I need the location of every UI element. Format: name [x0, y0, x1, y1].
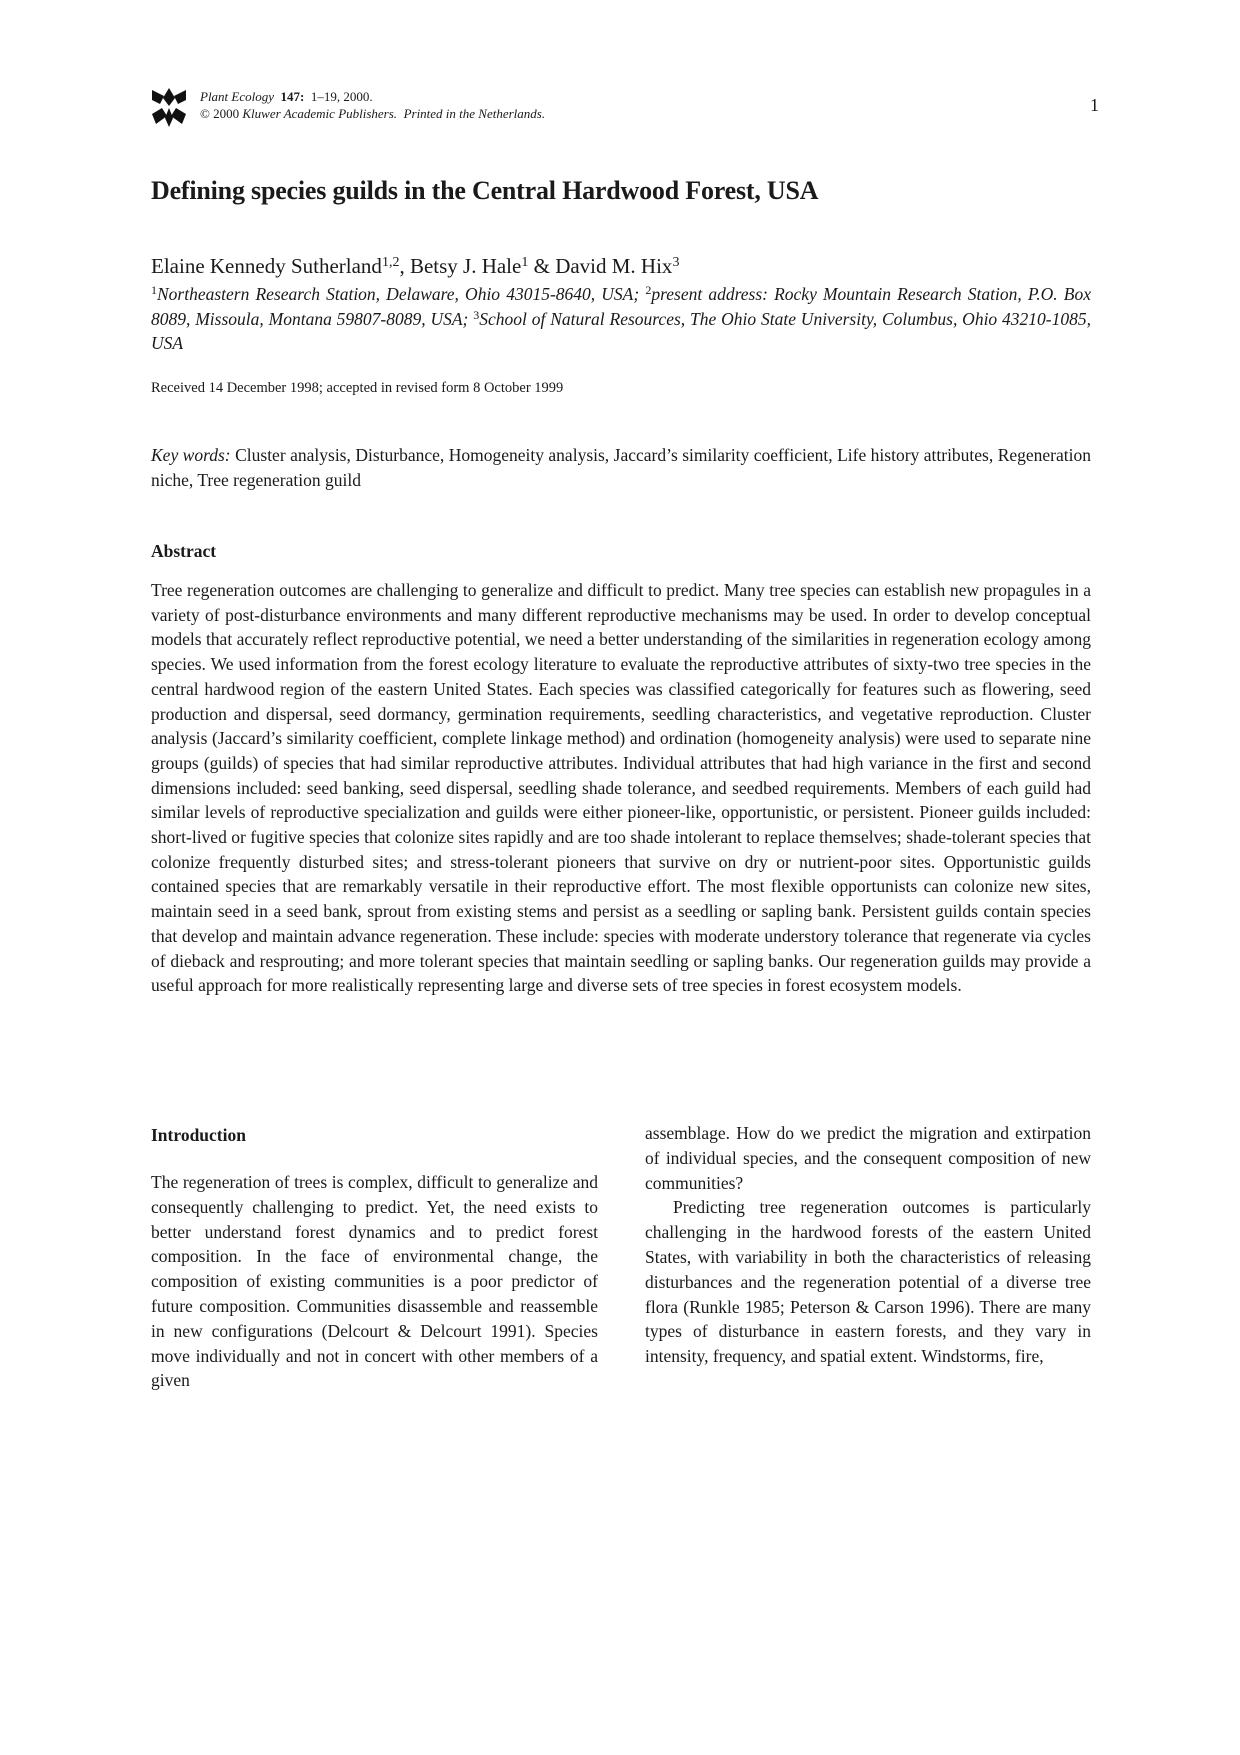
publisher-logo-icon [150, 86, 188, 128]
copyright-symbol: © [200, 106, 210, 121]
keywords-text: Cluster analysis, Disturbance, Homogeneity analysis, Jaccard’s similarity coefficient, Life history attributes, Regeneration niche, Tree regeneration guild [151, 445, 1091, 490]
paper-title: Defining species guilds in the Central Hardwood Forest, USA [151, 176, 819, 205]
affil-1-mark: 1 [151, 283, 157, 297]
keywords-label: Key words: [151, 445, 231, 465]
author-2: Betsy J. Hale [409, 254, 522, 278]
introduction-right-column [645, 1121, 1091, 1369]
intro-paragraph: assemblage. How do we predict the migration and extirpation of individual species, and the consequent composition of new communities? [645, 1123, 1091, 1193]
affil-3: School of Natural Resources, The Ohio State University, Columbus, Ohio 43210-1085, USA [151, 308, 1091, 353]
publisher-name: Kluwer Academic Publishers. [242, 106, 398, 121]
author-1-affil: 1,2 [381, 255, 400, 270]
author-3: David M. Hix [555, 254, 673, 278]
abstract-heading: Abstract [151, 541, 217, 561]
author-1: Elaine Kennedy Sutherland [151, 254, 382, 278]
intro-paragraph: Predicting tree regeneration outcomes is particularly challenging in the hardwood forests of the eastern United States, with variability in both the characteristics of releasing disturbances and the regeneration potential of a diverse tree flora (Runkle 1985; Peterson & Carson 1996). There are many types of disturbance in eastern forests, and they vary in intensity, frequency, and spatial extent. Windstorms, fire, [645, 1197, 1091, 1367]
journal-volume: 147: [280, 89, 305, 104]
affiliations [151, 282, 1091, 356]
keywords [151, 443, 1091, 492]
author-3-affil: 3 [672, 255, 680, 270]
copyright-year: 2000 [213, 106, 240, 121]
page-number: 1 [1090, 95, 1099, 115]
affil-3-mark: 3 [473, 307, 480, 322]
author-separator: & [528, 254, 556, 278]
printed-note: Printed in the Netherlands. [403, 106, 546, 121]
journal-line-2 [200, 105, 545, 122]
author-list [151, 254, 679, 279]
journal-pages: 1–19, 2000. [310, 89, 373, 104]
author-2-affil: 1 [521, 255, 529, 270]
introduction-heading: Introduction [151, 1125, 246, 1145]
abstract-text: Tree regeneration outcomes are challenging to generalize and difficult to predict. Many tree species can establish new propagules in a variety of post-disturbance environments and many different reproductive mechanisms may be used. In order to develop conceptual models that accurately reflect reproductive potential, we need a better understanding of the similarities in regeneration ecology among species. We used information from the forest ecology literature to evaluate the reproductive attributes of sixty-two tree species in the central hardwood region of the eastern United States. Each species was classified categorically for features such as flowering, seed production and dispersal, seed dormancy, germination requirements, seedling characteristics, and vegetative reproduction. Cluster analysis (Jaccard’s similarity coefficient, complete linkage method) and ordination (homogeneity analysis) were used to separate nine groups (guilds) of species that had similar reproductive attributes. Individual attributes that had high variance in the first and second dimensions included: seed banking, seed dispersal, seedling shade tolerance, and seedbed requirements. Members of each guild had similar levels of reproductive specialization and guilds were either pioneer-like, opportunistic, or persistent. Pioneer guilds included: short-lived or fugitive species that colonize sites rapidly and are too shade intolerant to replace themselves; shade-tolerant species that colonize frequently disturbed sites; and stress-tolerant pioneers that survive on dry or nutrient-poor sites. Opportunistic guilds contained species that are remarkably versatile in their reproductive effort. The most flexible opportunists can colonize new sites, maintain seed in a seed bank, sprout from existing stems and persist as a seedling or sapling bank. Persistent guilds contain species that develop and maintain advance regeneration. These include: species with moderate understory tolerance that regenerate via cycles of dieback and resprouting; and more tolerant species that maintain seedling or sapling banks. Our regeneration guilds may provide a useful approach for more realistically representing large and diverse sets of tree species in forest ecosystem models. [151, 580, 1091, 996]
introduction-left-column: The regeneration of trees is complex, difficult to generalize and consequently challenging to predict. Yet, the need exists to better understand forest dynamics and to predict forest composition. In the face of environmental change, the composition of existing communities is a poor predictor of future composition. Communities disassemble and reassemble in new configurations (Delcourt & Delcourt 1991). Species move individually and not in concert with other members of a given [151, 1172, 598, 1391]
author-separator: , [399, 254, 410, 278]
journal-line-1 [200, 88, 545, 105]
journal-name: Plant Ecology [200, 89, 275, 104]
affil-1: Northeastern Research Station, Delaware, Ohio 43015-8640, USA; [157, 284, 646, 304]
journal-citation [200, 88, 545, 122]
affil-2: present address: Rocky Mountain Research Station, P.O. Box 8089, Missoula, Montana 59807-8089, USA; [151, 284, 1091, 329]
received-dates: Received 14 December 1998; accepted in revised form 8 October 1999 [151, 380, 564, 396]
affil-2-mark: 2 [645, 283, 652, 297]
